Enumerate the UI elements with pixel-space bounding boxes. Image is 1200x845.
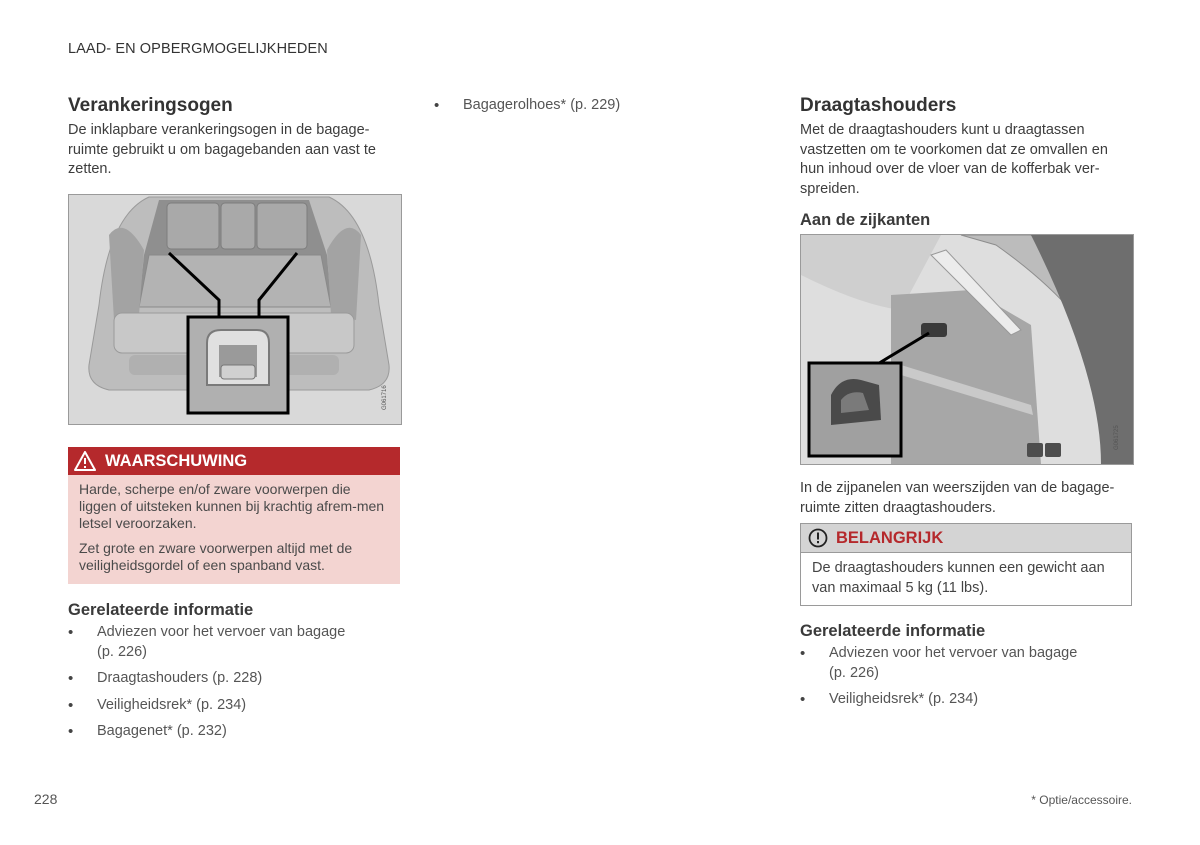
important-title: BELANGRIJK (836, 528, 944, 547)
related-link[interactable]: • Draagtashouders (p. 228) (68, 669, 368, 689)
figure-code: G061725 (1114, 425, 1120, 450)
important-box (800, 523, 1132, 606)
warning-paragraph: Harde, scherpe en/of zware voorwerpen die liggen of uitsteken kunnen bij krachtig afrem-men letsel veroorzaken. (79, 481, 385, 531)
figure-bag-holder (800, 234, 1134, 465)
section-body-draagtashouders: Met de draagtashouders kunt u draagtassen vastzetten om te voorkomen dat ze omvallen en hun inhoud over de vloer van de kofferbak ver-spreiden. (800, 122, 1108, 197)
section-heading-verankeringsogen: Verankeringsogen (68, 95, 233, 116)
related-heading-left: Gerelateerde informatie (68, 601, 254, 619)
section-body-verankeringsogen: De inklapbare verankeringsogen in de bagage-ruimte gebruikt u om bagagebanden aan vast te zetten. (68, 122, 376, 177)
related-list-right (800, 644, 1100, 717)
warning-paragraph: Zet grote en zware voorwerpen altijd met de veiligheidsgordel of een spanband vast. (79, 540, 353, 573)
footnote: * Optie/accessoire. (1031, 793, 1132, 807)
related-link[interactable]: • Veiligheidsrek* (p. 234) (800, 690, 1100, 710)
related-link[interactable]: • Bagagerolhoes* (p. 229) (434, 96, 734, 116)
important-header (801, 524, 1131, 553)
warning-triangle-icon (74, 451, 96, 471)
warning-box (68, 447, 400, 584)
warning-title: WAARSCHUWING (105, 451, 248, 470)
cargo-area-illustration (69, 195, 401, 424)
section-heading-draagtashouders: Draagtashouders (800, 95, 957, 116)
related-list-left (68, 623, 368, 749)
warning-header (68, 447, 400, 475)
related-link[interactable]: • Adviezen voor het vervoer van bagage (p. 226) (68, 623, 347, 662)
related-list-middle (434, 96, 734, 123)
warning-body (68, 475, 400, 590)
important-body (801, 553, 1131, 607)
running-header: LAAD- EN OPBERGMOGELIJKHEDEN (68, 41, 328, 57)
exclamation-circle-icon (808, 528, 828, 548)
subheading-aan-de-zijkanten: Aan de zijkanten (800, 211, 931, 229)
related-link[interactable]: • Adviezen voor het vervoer van bagage (p. 226) (800, 644, 1079, 683)
related-link[interactable]: • Bagagenet* (p. 232) (68, 722, 368, 742)
related-link[interactable]: • Veiligheidsrek* (p. 234) (68, 696, 368, 716)
bag-holder-illustration (801, 235, 1133, 464)
figure-code: G061716 (382, 385, 388, 410)
page-number: 228 (34, 791, 58, 807)
figure-caption: In de zijpanelen van weerszijden van de bagage-ruimte zitten draagtashouders. (800, 480, 1115, 516)
related-heading-right: Gerelateerde informatie (800, 622, 986, 640)
figure-cargo-anchor-eyes (68, 194, 402, 425)
important-text: De draagtashouders kunnen een gewicht aan van maximaal 5 kg (11 lbs). (812, 560, 1105, 596)
